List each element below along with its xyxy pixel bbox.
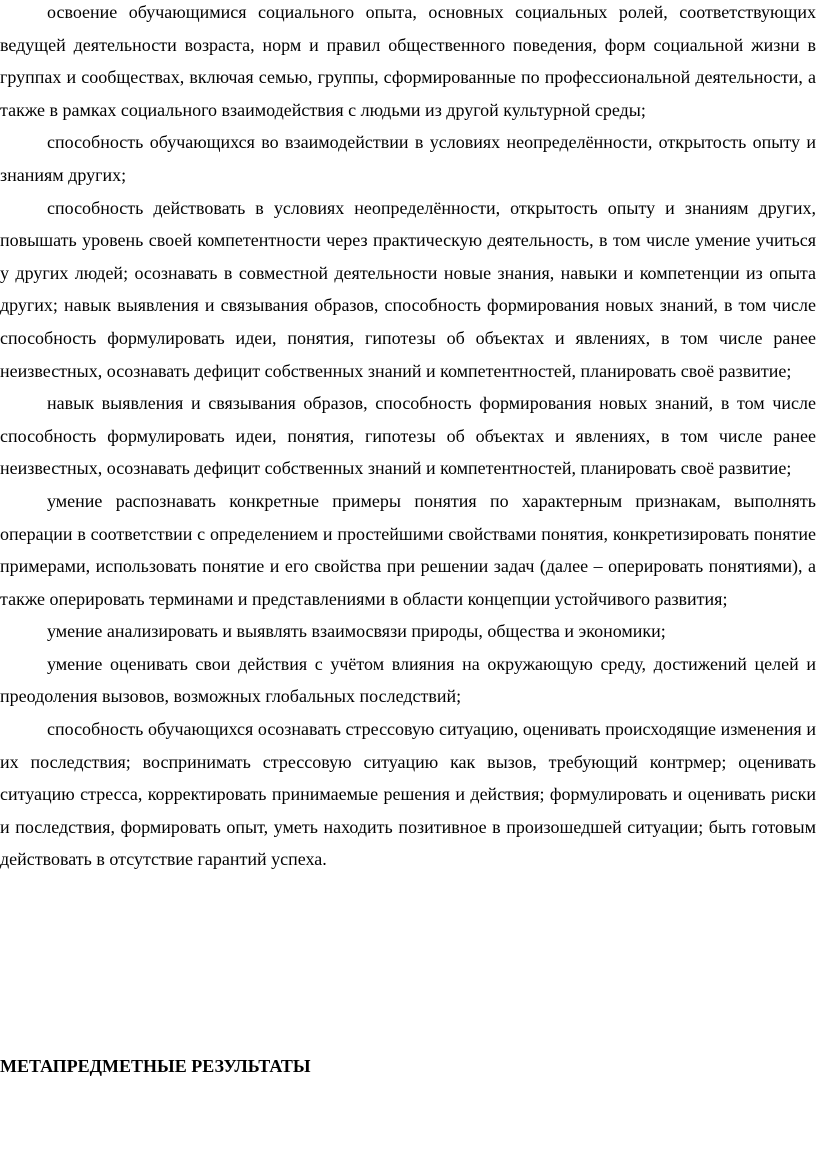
- paragraph-uncertainty-interaction: способность обучающихся во взаимодействии в условиях неопределённости, открытость опыту и знаниям других;: [0, 132, 816, 185]
- paragraph-act-in-uncertainty: способность действовать в условиях неопределённости, открытость опыту и знаниям других, повышать уровень своей компетентности через практическую деятельность, в том числе умение учиться у других людей; осознавать в совместной деятельности новые знания, навыки и компетенции из опыта других; навык выявления и связывания образов, способность формирования новых знаний, в том числе способность формулировать идеи, понятия, гипотезы об объектах и явлениях, в том числе ранее неизвестных, осознавать дефицит собственных знаний и компетентностей, планировать своё развитие;: [0, 197, 816, 381]
- paragraph-image-linking: навык выявления и связывания образов, способность формирования новых знаний, в том числе способность формулировать идеи, понятия, гипотезы об объектах и явлениях, в том числе ранее неизвестных, осознавать дефицит собственных знаний и компетентностей, планировать своё развитие;: [0, 393, 816, 479]
- paragraph-nature-society-economy: умение анализировать и выявлять взаимосвязи природы, общества и экономики;: [47, 621, 666, 642]
- section-heading: МЕТАПРЕДМЕТНЫЕ РЕЗУЛЬТАТЫ: [0, 1056, 311, 1076]
- paragraph-stress-situation: способность обучающихся осознавать стрессовую ситуацию, оценивать происходящие изменения и их последствия; воспринимать стрессовую ситуацию как вызов, требующий контрмер; оценивать ситуацию стресса, корректировать принимаемые решения и действия; формулировать и оценивать риски и последствия, формировать опыт, уметь находить позитивное в произошедшей ситуации; быть готовым действовать в отсутствие гарантий успеха.: [0, 719, 816, 870]
- paragraph-evaluate-actions: умение оценивать свои действия с учётом влияния на окружающую среду, достижений целей и преодоления вызовов, возможных глобальных последствий;: [0, 653, 816, 707]
- paragraph-concept-recognition: умение распознавать конкретные примеры понятия по характерным признакам, выполнять операции в соответствии с определением и простейшими свойствами понятия, конкретизировать понятие примерами, использовать понятие и его свойства при решении задач (далее – оперировать понятиями), а также оперировать терминами и представлениями в области концепции устойчивого развития;: [0, 490, 816, 609]
- paragraph-social-experience: освоение обучающимися социального опыта, основных социальных ролей, соответствующих ведущей деятельности возраста, норм и правил общественного поведения, форм социальной жизни в группах и сообществах, включая семью, группы, сформированные по профессиональной деятельности, а также в рамках социального взаимодействия с людьми из другой культурной среды;: [0, 2, 816, 120]
